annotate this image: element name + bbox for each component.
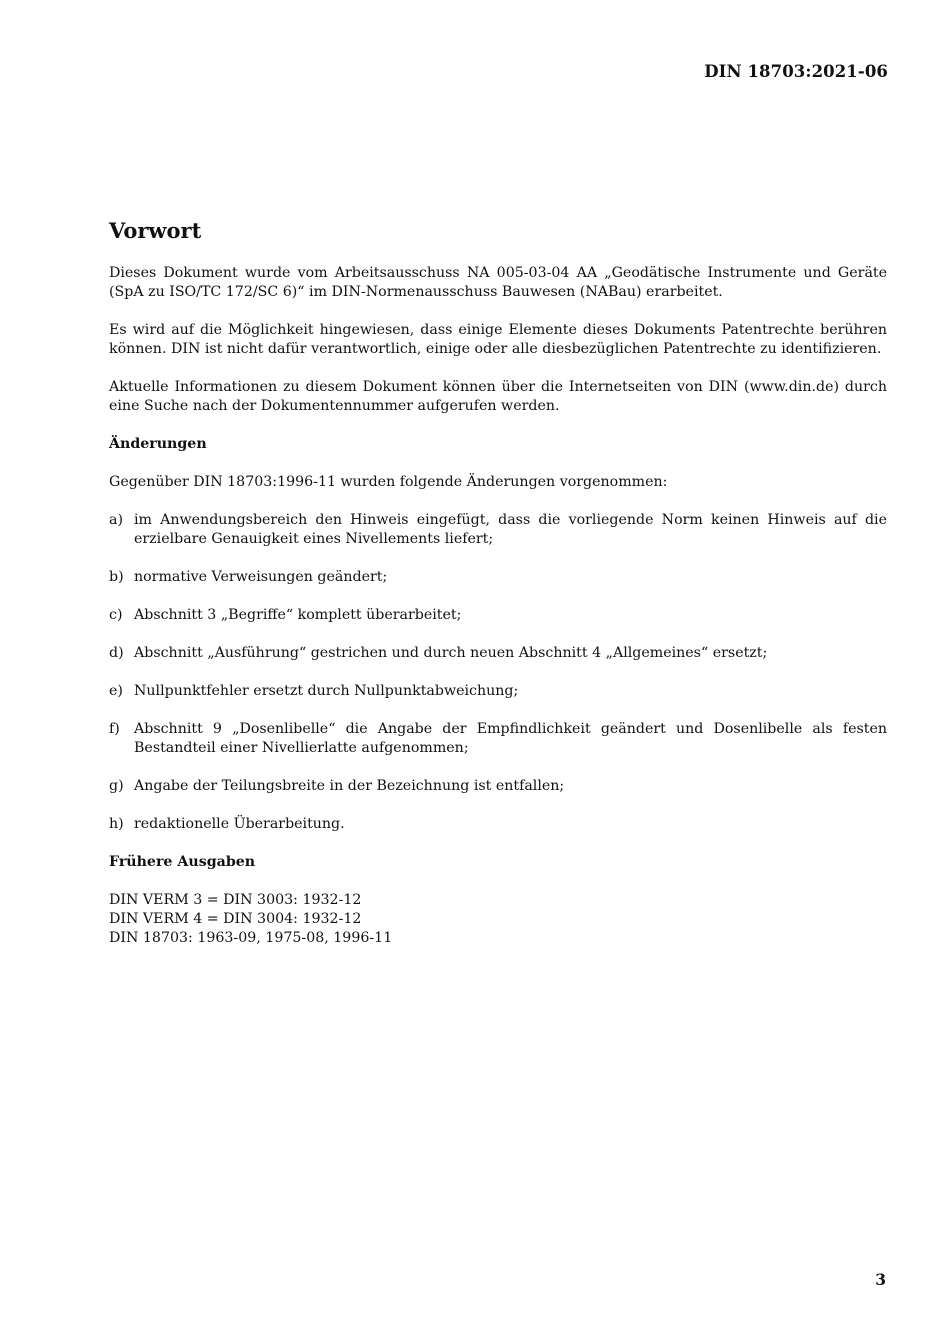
- list-item-letter: e): [109, 683, 123, 699]
- page-content: [109, 218, 887, 948]
- foreword-paragraph-patent: Es wird auf die Möglichkeit hingewiesen, dass einige Elemente dieses Dokuments Patentrechte berühren können. DIN ist nicht dafür verantwortlich, einige oder alle diesbezüglichen Patentrechte zu identifizieren.: [109, 322, 887, 357]
- list-item-text: im Anwendungsbereich den Hinweis eingefügt, dass die vorliegende Norm keinen Hinweis auf die erzielbare Genauigkeit eines Nivellements liefert;: [134, 512, 887, 547]
- previous-edition-line: DIN VERM 4 = DIN 3004: 1932-12: [109, 911, 362, 927]
- list-item-text: Abschnitt „Ausführung“ gestrichen und durch neuen Abschnitt 4 „Allgemeines“ ersetzt;: [134, 645, 768, 661]
- list-item-letter: a): [109, 512, 123, 528]
- page-number: 3: [875, 1270, 886, 1289]
- list-item: [109, 815, 887, 834]
- document-code: DIN 18703:2021-06: [704, 62, 888, 81]
- list-item-text: Angabe der Teilungsbreite in der Bezeichnung ist entfallen;: [134, 778, 565, 794]
- list-item-text: Nullpunktfehler ersetzt durch Nullpunktabweichung;: [134, 683, 519, 699]
- list-item: [109, 682, 887, 701]
- changes-list: [109, 511, 887, 834]
- foreword-paragraph-committee: Dieses Dokument wurde vom Arbeitsausschuss NA 005-03-04 AA „Geodätische Instrumente und Geräte (SpA zu ISO/TC 172/SC 6)“ im DIN-Normenausschuss Bauwesen (NABau) erarbeitet.: [109, 265, 887, 300]
- list-item-text: Abschnitt 3 „Begriffe“ komplett überarbeitet;: [134, 607, 462, 623]
- list-item: [109, 606, 887, 625]
- list-item-letter: f): [109, 721, 120, 737]
- previous-editions-list: [109, 891, 887, 948]
- list-item-letter: c): [109, 607, 123, 623]
- list-item-letter: d): [109, 645, 124, 661]
- list-item-text: normative Verweisungen geändert;: [134, 569, 388, 585]
- list-item: [109, 777, 887, 796]
- list-item: [109, 568, 887, 587]
- list-item-letter: h): [109, 816, 124, 832]
- foreword-paragraph-info: Aktuelle Informationen zu diesem Dokument können über die Internetseiten von DIN (www.din.de) durch eine Suche nach der Dokumentennummer aufgerufen werden.: [109, 379, 887, 414]
- list-item: [109, 644, 887, 663]
- list-item: [109, 720, 887, 758]
- list-item-text: redaktionelle Überarbeitung.: [134, 816, 345, 832]
- changes-intro: Gegenüber DIN 18703:1996-11 wurden folgende Änderungen vorgenommen:: [109, 474, 668, 490]
- list-item-letter: b): [109, 569, 124, 585]
- changes-heading: Änderungen: [109, 436, 207, 452]
- previous-edition-line: DIN 18703: 1963-09, 1975-08, 1996-11: [109, 930, 393, 946]
- list-item: [109, 511, 887, 549]
- previous-editions-heading: Frühere Ausgaben: [109, 854, 256, 870]
- list-item-text: Abschnitt 9 „Dosenlibelle“ die Angabe der Empfindlichkeit geändert und Dosenlibelle als festen Bestandteil einer Nivellierlatte aufgenommen;: [134, 721, 887, 756]
- page-title: Vorwort: [109, 218, 202, 243]
- previous-edition-line: DIN VERM 3 = DIN 3003: 1932-12: [109, 892, 362, 908]
- list-item-letter: g): [109, 778, 124, 794]
